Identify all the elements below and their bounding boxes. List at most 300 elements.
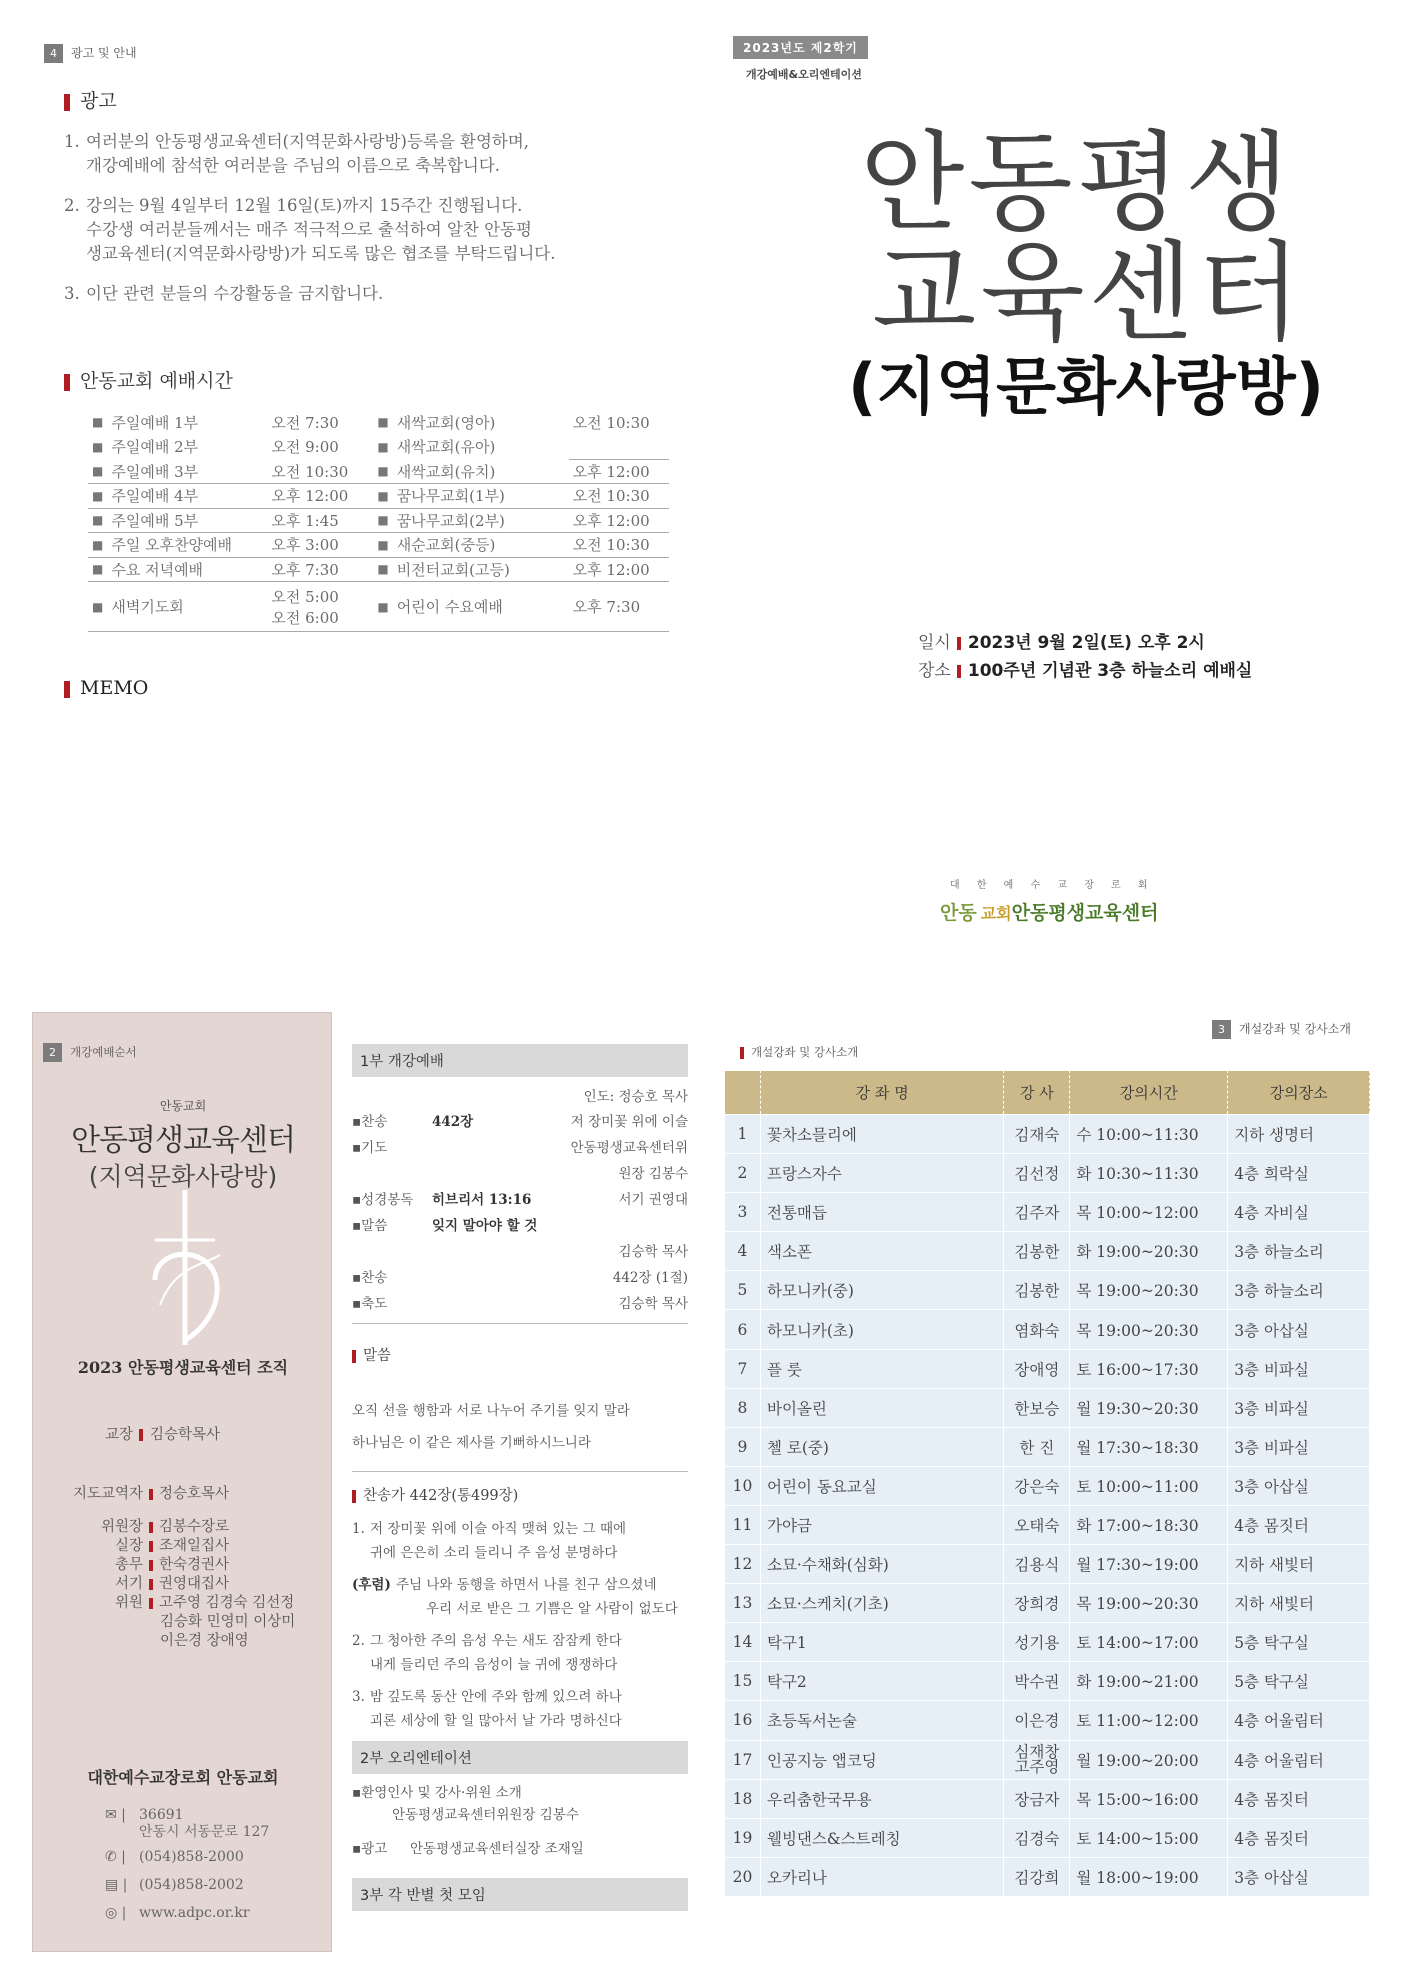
kids-service: 꿈나무교회(1부) xyxy=(393,484,569,509)
course-time: 수 10:00~11:30 xyxy=(1070,1115,1228,1154)
course-place: 5층 탁구실 xyxy=(1228,1662,1370,1701)
course-time: 토 11:00~12:00 xyxy=(1070,1701,1228,1740)
worship-time: 오후 12:00 xyxy=(267,484,373,509)
contact-tel: ✆ | (054)858-2000 xyxy=(105,1849,244,1865)
kids-time xyxy=(569,435,669,460)
leader: 인도: 정승호 목사 xyxy=(583,1089,688,1105)
part3-heading: 3부 각 반별 첫 모임 xyxy=(352,1878,688,1911)
bullet: ■ xyxy=(92,415,104,430)
center-title: 안동평생교육센터 xyxy=(71,1123,295,1158)
church-logo: 안동 교회안동평생교육센터 xyxy=(940,902,1159,924)
org-name: 고주영 김경숙 김선정 xyxy=(159,1595,295,1611)
cross-logo-icon xyxy=(125,1185,245,1355)
org-row-cont xyxy=(33,1632,333,1651)
course-teacher: 장희경 xyxy=(1004,1584,1070,1623)
worship-name: 수요 저녁예배 xyxy=(107,557,267,582)
course-row xyxy=(725,1701,1370,1740)
page4-header xyxy=(44,42,137,63)
course-teacher: 한보승 xyxy=(1004,1388,1070,1427)
kids-service: 새싹교회(영아) xyxy=(396,413,496,432)
course-place: 3층 비파실 xyxy=(1228,1427,1370,1466)
separator-bar xyxy=(149,1489,153,1500)
course-name: 프랑스자수 xyxy=(760,1154,1003,1193)
org-role: 지도교역자 xyxy=(72,1486,143,1502)
cover-title-line3: (지역문화사랑방) xyxy=(848,350,1324,423)
worship-row xyxy=(88,410,669,435)
course-teacher: 염화숙 xyxy=(1004,1310,1070,1349)
org-title: 2023 안동평생교육센터 조직 xyxy=(77,1358,289,1377)
verse-text xyxy=(396,1573,678,1621)
course-row xyxy=(725,1623,1370,1662)
org-row xyxy=(33,1518,333,1537)
course-place: 지하 새빛터 xyxy=(1228,1545,1370,1584)
program-main xyxy=(432,1291,560,1317)
program-main xyxy=(432,1239,560,1265)
principal: 교장 김승학목사 xyxy=(105,1427,221,1443)
separator-bar xyxy=(149,1560,153,1571)
course-row xyxy=(725,1427,1370,1466)
program-value: 안동평생교육센터위원장 김봉수 xyxy=(570,1140,688,1182)
course-teacher: 성기용 xyxy=(1004,1623,1070,1662)
org-name: 이은경 장애영 xyxy=(160,1633,249,1649)
worship-row xyxy=(88,533,669,558)
course-number: 2 xyxy=(725,1154,761,1193)
orient-item xyxy=(352,1838,688,1860)
program-item xyxy=(352,1187,688,1213)
verse-number: (후렴) xyxy=(352,1577,391,1593)
course-name: 소묘·수채화(심화) xyxy=(760,1545,1003,1584)
program-label: ▪기도 xyxy=(352,1140,388,1156)
logo-denomination: 대 한 예 수 교 장 로 회 xyxy=(950,880,1155,891)
verse-line: 괴론 세상에 할 일 많아서 날 가라 명하신다 xyxy=(370,1713,622,1729)
worship-row xyxy=(88,459,669,484)
course-name: 색소폰 xyxy=(760,1232,1003,1271)
bullet: ■ xyxy=(377,439,389,454)
worship-name: 주일예배 5부 xyxy=(107,508,267,533)
course-subheading: 개설강좌 및 강사소개 xyxy=(740,1044,858,1060)
verse-number: 3. xyxy=(352,1689,365,1705)
org-role: 위원 xyxy=(114,1595,143,1611)
course-row xyxy=(725,1154,1370,1193)
bullet: ■ xyxy=(88,533,107,558)
course-name: 꽃차소믈리에 xyxy=(760,1115,1003,1154)
course-name: 탁구1 xyxy=(760,1623,1003,1662)
col-place: 강의장소 xyxy=(1228,1071,1370,1115)
program-main xyxy=(432,1135,560,1187)
kids-time: 오후 12:00 xyxy=(569,557,669,582)
memo-heading: MEMO xyxy=(64,677,148,699)
course-number: 15 xyxy=(725,1662,761,1701)
course-number: 9 xyxy=(725,1427,761,1466)
kids-time: 오후 12:00 xyxy=(569,459,669,484)
ad-text: 강의는 9월 4일부터 12월 16일(토)까지 15주간 진행됩니다. 수강생 여러분들께서는 매주 적극적으로 출석하여 알찬 안동평 생교육센터(지역문화사랑방)가 되도록 많은 협조를 부탁드립니다. xyxy=(86,196,556,263)
bullet: ■ xyxy=(88,582,107,632)
worship-name: 주일예배 2부 xyxy=(111,438,199,457)
course-name: 플 룻 xyxy=(760,1349,1003,1388)
worship-name: 주일예배 1부 xyxy=(111,413,199,432)
ad-number: 2. xyxy=(64,196,80,215)
worship-time: 오전 7:30 xyxy=(271,413,339,432)
course-time: 화 19:00~21:00 xyxy=(1070,1662,1228,1701)
worship-table-wrap xyxy=(88,410,669,632)
col-teacher: 강 사 xyxy=(1004,1071,1070,1115)
course-name: 초등독서논술 xyxy=(760,1701,1003,1740)
org-name: 김승화 민영미 이상미 xyxy=(160,1614,296,1630)
course-table xyxy=(724,1070,1370,1897)
course-row xyxy=(725,1232,1370,1271)
orient-label: ▪환영인사 및 강사·위원 소개 xyxy=(352,1785,522,1801)
bullet: ■ xyxy=(377,415,389,430)
program-item xyxy=(352,1265,688,1291)
verse-line: 저 장미꽃 위에 이슬 아직 맺혀 있는 그 때에 xyxy=(370,1521,627,1537)
course-name: 전통매듭 xyxy=(760,1193,1003,1232)
page-number: 4 xyxy=(44,44,63,63)
course-time: 월 19:00~20:00 xyxy=(1070,1740,1228,1779)
bullet: ■ xyxy=(373,459,392,484)
verse-text xyxy=(370,1685,622,1733)
program-value: 442장 (1절) xyxy=(612,1270,688,1286)
course-place: 4층 몸짓터 xyxy=(1228,1779,1370,1818)
page2-header: 2 개강예배순서 xyxy=(43,1041,137,1062)
course-number: 17 xyxy=(725,1740,761,1779)
course-name: 가야금 xyxy=(760,1505,1003,1544)
orient-person: 안동평생교육센터위원장 김봉수 xyxy=(392,1807,579,1823)
program-label: ▪찬송 xyxy=(352,1114,388,1130)
course-time: 토 10:00~11:00 xyxy=(1070,1466,1228,1505)
org-row xyxy=(33,1594,333,1613)
org-panel xyxy=(32,1012,332,1952)
program-label: ▪축도 xyxy=(352,1296,388,1312)
course-row xyxy=(725,1388,1370,1427)
orient-item xyxy=(352,1782,688,1826)
worship-name: 주일 오후찬양예배 xyxy=(107,533,267,558)
ad-text: 이단 관련 분들의 수강활동을 금지합니다. xyxy=(86,284,384,303)
program-main xyxy=(432,1265,560,1291)
verse-line: 그 청아한 주의 음성 우는 새도 잠잠케 한다 xyxy=(370,1633,622,1649)
course-time: 월 17:30~18:30 xyxy=(1070,1427,1228,1466)
program-item xyxy=(352,1291,688,1317)
course-number: 12 xyxy=(725,1545,761,1584)
worship-row xyxy=(88,435,669,460)
course-name: 탁구2 xyxy=(760,1662,1003,1701)
bullet: ■ xyxy=(373,557,392,582)
orient-label: ▪광고 xyxy=(352,1841,388,1857)
course-teacher: 김봉한 xyxy=(1004,1271,1070,1310)
kids-service: 어린이 수요예배 xyxy=(393,582,569,632)
course-teacher: 한 진 xyxy=(1004,1427,1070,1466)
hymn-heading: 찬송가 442장(통499장) xyxy=(352,1484,688,1505)
course-place: 지하 생명터 xyxy=(1228,1115,1370,1154)
program-item xyxy=(352,1135,688,1187)
program-label: ▪성경봉독 xyxy=(352,1192,414,1208)
orient-person: 안동평생교육센터실장 조재일 xyxy=(410,1841,584,1857)
course-time: 목 10:00~12:00 xyxy=(1070,1193,1228,1232)
course-row xyxy=(725,1740,1370,1779)
dawn-time-2: 오전 6:00 xyxy=(271,608,339,627)
center-subtitle: (지역문화사랑방) xyxy=(88,1162,278,1191)
course-number: 19 xyxy=(725,1818,761,1857)
program-value: 김승학 목사 xyxy=(618,1296,688,1312)
worship-name: 주일예배 4부 xyxy=(107,484,267,509)
worship-heading: 안동교회 예배시간 xyxy=(64,366,233,393)
course-time: 월 17:30~19:00 xyxy=(1070,1545,1228,1584)
course-place: 4층 희락실 xyxy=(1228,1154,1370,1193)
worship-time: 오후 1:45 xyxy=(267,508,373,533)
verse-line: 주님 나와 동행을 하면서 나를 친구 삼으셨네 xyxy=(396,1577,657,1593)
hymn-lyrics xyxy=(352,1517,688,1733)
course-time: 토 14:00~17:00 xyxy=(1070,1623,1228,1662)
course-place: 4층 자비실 xyxy=(1228,1193,1370,1232)
verse-text xyxy=(370,1517,626,1565)
course-number: 20 xyxy=(725,1857,761,1896)
ads-heading: 광고 xyxy=(64,86,117,113)
worship-time xyxy=(267,582,373,632)
course-time: 토 16:00~17:30 xyxy=(1070,1349,1228,1388)
cover-title-line1: 안동평생 xyxy=(860,121,1294,246)
course-teacher: 강은숙 xyxy=(1004,1466,1070,1505)
program-value: 저 장미꽃 위에 이슬 xyxy=(570,1114,688,1130)
program-item xyxy=(352,1239,688,1265)
contact-fax: ▤ | (054)858-2002 xyxy=(105,1877,244,1893)
course-time: 화 10:30~11:30 xyxy=(1070,1154,1228,1193)
course-teacher: 김강희 xyxy=(1004,1857,1070,1896)
worship-row-dawn xyxy=(88,582,669,632)
course-time: 목 19:00~20:30 xyxy=(1070,1584,1228,1623)
sermon-heading: 말씀 xyxy=(352,1344,688,1365)
bullet: ■ xyxy=(88,484,107,509)
org-row xyxy=(33,1575,333,1594)
verse-text xyxy=(370,1629,622,1677)
course-row xyxy=(725,1466,1370,1505)
org-name: 조재일집사 xyxy=(159,1538,230,1554)
hymn-verse xyxy=(352,1685,688,1733)
program-label xyxy=(352,1239,432,1265)
course-number: 6 xyxy=(725,1310,761,1349)
course-teacher: 장애영 xyxy=(1004,1349,1070,1388)
course-teacher: 김용식 xyxy=(1004,1545,1070,1584)
hymn-verse xyxy=(352,1629,688,1677)
course-time: 월 19:30~20:30 xyxy=(1070,1388,1228,1427)
org-row xyxy=(33,1537,333,1556)
program-value: 서기 권영대 xyxy=(618,1192,688,1208)
course-name: 하모니카(초) xyxy=(760,1310,1003,1349)
verse-line: 귀에 은은히 소리 들리니 주 음성 분명하다 xyxy=(370,1545,618,1561)
course-number: 3 xyxy=(725,1193,761,1232)
hymn-verse xyxy=(352,1573,688,1621)
sermon-line: 하나님은 이 같은 제사를 기뻐하시느니라 xyxy=(352,1435,591,1451)
kids-time: 오전 10:30 xyxy=(569,484,669,509)
separator-bar xyxy=(149,1598,153,1609)
ad-number: 1. xyxy=(64,132,80,151)
course-time: 월 18:00~19:00 xyxy=(1070,1857,1228,1896)
org-role: 총무 xyxy=(114,1557,143,1573)
program-list xyxy=(352,1109,688,1317)
page-number: 2 xyxy=(43,1043,62,1062)
course-name: 바이올린 xyxy=(760,1388,1003,1427)
bullet: ■ xyxy=(88,557,107,582)
course-name: 우리춤한국무용 xyxy=(760,1779,1003,1818)
verse-number: 1. xyxy=(352,1521,365,1537)
col-time: 강의시간 xyxy=(1070,1071,1228,1115)
course-teacher: 심재창 고주영 xyxy=(1004,1740,1070,1779)
course-number: 10 xyxy=(725,1466,761,1505)
page-number: 3 xyxy=(1212,1020,1231,1039)
separator-bar xyxy=(149,1541,153,1552)
org-row-cont xyxy=(33,1613,333,1632)
course-row xyxy=(725,1857,1370,1896)
page3-header: 3 개설강좌 및 강사소개 xyxy=(1212,1018,1351,1039)
kids-service: 새싹교회(유치) xyxy=(393,459,569,484)
org-row xyxy=(33,1556,333,1575)
course-place: 3층 아삽실 xyxy=(1228,1310,1370,1349)
course-name: 첼 로(중) xyxy=(760,1427,1003,1466)
kids-time: 오전 10:30 xyxy=(572,413,650,432)
kids-service: 꿈나무교회(2부) xyxy=(393,508,569,533)
contact-address: ✉ | 36691 안동시 서동문로 127 xyxy=(105,1807,270,1840)
course-number: 13 xyxy=(725,1584,761,1623)
course-row xyxy=(725,1115,1370,1154)
course-row xyxy=(725,1584,1370,1623)
phone-icon: ✆ | xyxy=(105,1849,126,1865)
org-row xyxy=(33,1485,333,1504)
worship-name: 새벽기도회 xyxy=(107,582,267,632)
org-name: 권영대집사 xyxy=(159,1576,230,1592)
verse-line: 내게 들리던 주의 음성이 늘 귀에 쟁쟁하다 xyxy=(370,1657,618,1673)
program-main: 잊지 말아야 할 것 xyxy=(432,1218,538,1234)
program-value: 김승학 목사 xyxy=(618,1244,688,1260)
ad-item xyxy=(64,130,684,178)
worship-row xyxy=(88,508,669,533)
spacer xyxy=(33,1632,160,1651)
course-number: 16 xyxy=(725,1701,761,1740)
verse-number: 2. xyxy=(352,1633,365,1649)
course-place: 3층 비파실 xyxy=(1228,1349,1370,1388)
ad-text: 여러분의 안동평생교육센터(지역문화사랑방)등록을 환영하며, 개강예배에 참석한 여러분을 주님의 이름으로 축복합니다. xyxy=(86,132,530,175)
worship-table xyxy=(88,410,669,632)
course-time: 화 19:00~20:30 xyxy=(1070,1232,1228,1271)
ad-item xyxy=(64,194,684,266)
worship-time: 오전 9:00 xyxy=(271,438,339,457)
course-place: 3층 아삽실 xyxy=(1228,1466,1370,1505)
worship-time: 오후 3:00 xyxy=(267,533,373,558)
cover-title-line2: 교육센터 xyxy=(872,231,1306,356)
kids-time: 오후 7:30 xyxy=(569,582,669,632)
course-number: 7 xyxy=(725,1349,761,1388)
bullet: ■ xyxy=(373,484,392,509)
worship-row xyxy=(88,484,669,509)
verse-line: 밤 깊도록 동산 안에 주와 함께 있으려 하나 xyxy=(370,1689,622,1705)
course-time: 목 19:00~20:30 xyxy=(1070,1271,1228,1310)
course-number: 5 xyxy=(725,1271,761,1310)
mail-icon: ✉ | xyxy=(105,1807,126,1823)
course-place: 4층 어울림터 xyxy=(1228,1740,1370,1779)
program-item xyxy=(352,1213,688,1239)
course-row xyxy=(725,1193,1370,1232)
course-time: 화 17:00~18:30 xyxy=(1070,1505,1228,1544)
course-teacher: 김선정 xyxy=(1004,1154,1070,1193)
event-place: 장소 100주년 기념관 3층 하늘소리 예배실 xyxy=(918,661,1253,681)
program-value xyxy=(560,1213,688,1239)
section-title: 광고 및 안내 xyxy=(71,46,137,60)
course-name: 인공지능 앱코딩 xyxy=(760,1740,1003,1779)
program-label: ▪말씀 xyxy=(352,1218,388,1234)
course-time: 토 14:00~15:00 xyxy=(1070,1818,1228,1857)
part1-heading: 1부 개강예배 xyxy=(352,1044,688,1077)
course-teacher: 김주자 xyxy=(1004,1193,1070,1232)
kids-service: 비전터교회(고등) xyxy=(393,557,569,582)
kids-time: 오전 10:30 xyxy=(569,533,669,558)
orientation-list xyxy=(352,1782,688,1860)
course-time: 목 15:00~16:00 xyxy=(1070,1779,1228,1818)
worship-row xyxy=(88,557,669,582)
course-name: 오카리나 xyxy=(760,1857,1003,1896)
course-number: 11 xyxy=(725,1505,761,1544)
dawn-time-1: 오전 5:00 xyxy=(271,587,339,606)
program-main: 442장 xyxy=(432,1114,474,1130)
bullet: ■ xyxy=(88,508,107,533)
course-row xyxy=(725,1545,1370,1584)
sermon-line: 오직 선을 행함과 서로 나누어 주기를 잊지 말라 xyxy=(352,1403,630,1419)
course-place: 3층 하늘소리 xyxy=(1228,1271,1370,1310)
program-main: 히브리서 13:16 xyxy=(432,1192,532,1208)
course-number: 1 xyxy=(725,1115,761,1154)
course-teacher: 김경숙 xyxy=(1004,1818,1070,1857)
org-name: 한숙경권사 xyxy=(159,1557,230,1573)
program-column xyxy=(352,1044,688,1911)
org-role: 서기 xyxy=(114,1576,143,1592)
org-role: 위원장 xyxy=(100,1519,143,1535)
course-teacher: 오태숙 xyxy=(1004,1505,1070,1544)
semester-tag: 2023년도 제2학기 xyxy=(733,36,868,59)
verse-line: 우리 서로 받은 그 기쁨은 알 사람이 없도다 xyxy=(426,1601,678,1617)
course-row xyxy=(725,1271,1370,1310)
course-table-wrap xyxy=(724,1070,1370,1897)
course-teacher: 김재숙 xyxy=(1004,1115,1070,1154)
separator-bar xyxy=(149,1579,153,1590)
course-name: 소묘·스케치(기초) xyxy=(760,1584,1003,1623)
sermon-text xyxy=(352,1395,688,1459)
church-small-title: 안동교회 xyxy=(159,1099,207,1113)
course-number: 4 xyxy=(725,1232,761,1271)
part2-heading: 2부 오리엔테이션 xyxy=(352,1741,688,1774)
bullet: ■ xyxy=(373,582,392,632)
ad-item xyxy=(64,282,684,306)
course-teacher: 장금자 xyxy=(1004,1779,1070,1818)
course-place: 4층 몸짓터 xyxy=(1228,1505,1370,1544)
org-list xyxy=(33,1485,333,1651)
web-icon: ◎ | xyxy=(105,1905,127,1921)
org-name: 김봉수장로 xyxy=(159,1519,230,1535)
spacer xyxy=(33,1613,160,1632)
fax-icon: ▤ | xyxy=(105,1877,128,1893)
course-number: 8 xyxy=(725,1388,761,1427)
course-place: 5층 탁구실 xyxy=(1228,1623,1370,1662)
contact-web: ◎ | www.adpc.or.kr xyxy=(105,1905,250,1921)
course-row xyxy=(725,1349,1370,1388)
course-time: 목 19:00~20:30 xyxy=(1070,1310,1228,1349)
worship-time: 오전 10:30 xyxy=(267,459,373,484)
course-teacher: 김봉한 xyxy=(1004,1232,1070,1271)
worship-time: 오후 7:30 xyxy=(267,557,373,582)
course-row xyxy=(725,1779,1370,1818)
course-row xyxy=(725,1310,1370,1349)
course-name: 웰빙댄스&스트레칭 xyxy=(760,1818,1003,1857)
cover-subtitle: 개강예배&오리엔테이션 xyxy=(746,68,862,81)
church-name: 대한예수교장로회 안동교회 xyxy=(87,1768,279,1787)
separator-bar xyxy=(149,1522,153,1533)
ads-list xyxy=(64,130,684,322)
course-place: 4층 몸짓터 xyxy=(1228,1818,1370,1857)
